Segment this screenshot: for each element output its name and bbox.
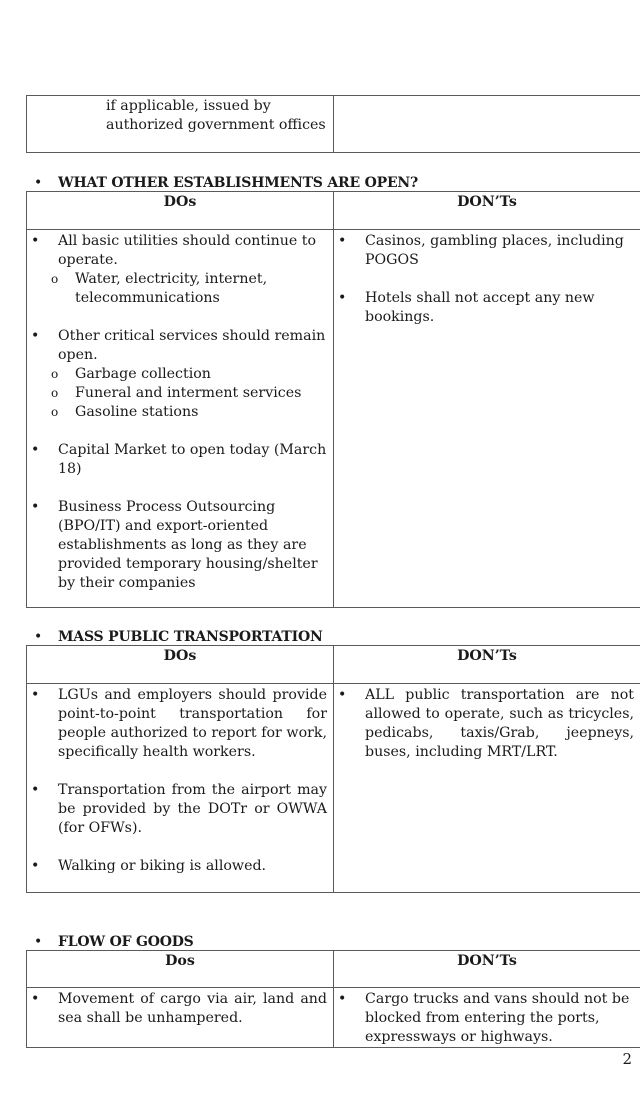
bullet-icon: • xyxy=(338,233,347,249)
section-title-text: MASS PUBLIC TRANSPORTATION xyxy=(58,629,323,645)
list-item xyxy=(27,990,327,1028)
bullet-icon: • xyxy=(338,687,347,703)
dos-cell xyxy=(27,684,334,893)
list-item-text: Business Process Outsourcing (BPO/IT) and export-oriented establishments as long as they are provided temporary housing/shelter by their companies xyxy=(58,499,318,591)
sub-bullet-icon: o xyxy=(51,405,59,419)
list-item-text: Movement of cargo via air, land and sea shall be unhampered. xyxy=(58,991,327,1026)
donts-header: DON’Ts xyxy=(334,192,640,230)
list-item-text: ALL public transportation are not allowed to operate, such as tricycles, pedicabs, taxis/Grab, jeepneys, buses, including MRT/LRT. xyxy=(365,687,634,760)
list-item xyxy=(27,781,327,838)
dos-header: DOs xyxy=(27,192,334,230)
sub-list-item xyxy=(27,403,333,422)
bullet-icon: • xyxy=(31,991,40,1007)
donts-header: DON’Ts xyxy=(334,646,640,684)
dos-header: Dos xyxy=(27,951,334,988)
section-title-transportation xyxy=(34,628,323,646)
continued-line: authorized government offices xyxy=(106,117,326,133)
continued-table xyxy=(26,95,640,153)
list-item xyxy=(334,232,640,270)
list-item xyxy=(27,327,333,422)
list-item-text: All basic utilities should continue to operate. xyxy=(58,233,317,268)
sub-list-item-text: Garbage collection xyxy=(75,366,211,382)
list-item-text: Transportation from the airport may be provided by the DOTr or OWWA (for OFWs). xyxy=(58,782,327,836)
flow-of-goods-table xyxy=(26,950,640,1048)
dos-cell xyxy=(27,988,334,1048)
donts-cell xyxy=(334,230,640,608)
list-item-text: Capital Market to open today (March 18) xyxy=(58,442,327,477)
dos-cell xyxy=(27,230,334,608)
list-item xyxy=(27,441,333,479)
continued-line: if applicable, issued by xyxy=(106,98,271,114)
bullet-icon: • xyxy=(338,991,347,1007)
sub-bullet-icon: o xyxy=(51,367,59,381)
dos-header: DOs xyxy=(27,646,334,684)
donts-header: DON’Ts xyxy=(334,951,640,988)
list-item xyxy=(334,990,640,1047)
section-title-establishments xyxy=(34,174,418,192)
sub-list-item xyxy=(27,365,333,384)
bullet-icon: • xyxy=(31,328,40,344)
sub-list-item xyxy=(27,384,333,403)
bullet-icon: • xyxy=(338,290,347,306)
section-bullet: • xyxy=(34,934,43,950)
bullet-icon: • xyxy=(31,442,40,458)
list-item-text: Hotels shall not accept any new bookings. xyxy=(365,290,595,325)
sub-bullet-icon: o xyxy=(51,386,59,400)
list-item xyxy=(27,232,333,308)
sub-list-item-text: Gasoline stations xyxy=(75,404,199,420)
list-item-text: LGUs and employers should provide point-to-point transportation for people authorized to report for work, specifically health workers. xyxy=(58,687,327,760)
list-item xyxy=(27,857,327,876)
bullet-icon: • xyxy=(31,233,40,249)
list-item-text: Walking or biking is allowed. xyxy=(58,858,267,874)
bullet-icon: • xyxy=(31,499,40,515)
continued-right-cell xyxy=(334,96,640,153)
donts-cell xyxy=(334,684,640,893)
list-item-text: Other critical services should remain open. xyxy=(58,328,326,363)
section-bullet: • xyxy=(34,629,43,645)
list-item-text: Casinos, gambling places, including POGOS xyxy=(365,233,624,268)
page-number: 2 xyxy=(622,1050,632,1068)
sub-bullet-icon: o xyxy=(51,272,59,286)
section-title-text: WHAT OTHER ESTABLISHMENTS ARE OPEN? xyxy=(58,175,419,191)
list-item-text: Cargo trucks and vans should not be blocked from entering the ports, expressways or highways. xyxy=(365,991,630,1045)
list-item xyxy=(27,686,327,762)
section-title-flow-of-goods xyxy=(34,933,194,951)
list-item xyxy=(334,686,634,762)
bullet-icon: • xyxy=(31,858,40,874)
bullet-icon: • xyxy=(31,687,40,703)
list-item xyxy=(334,289,640,327)
sub-list-item-text: Funeral and interment services xyxy=(75,385,302,401)
sub-list-item xyxy=(27,270,333,308)
section-bullet: • xyxy=(34,175,43,191)
sub-list-item-text: Water, electricity, internet, telecommunications xyxy=(75,271,268,306)
bullet-icon: • xyxy=(31,782,40,798)
section-title-text: FLOW OF GOODS xyxy=(58,934,194,950)
continued-left-cell xyxy=(27,96,334,153)
donts-cell xyxy=(334,988,640,1048)
list-item xyxy=(27,498,333,593)
establishments-table xyxy=(26,191,640,608)
transportation-table xyxy=(26,645,640,893)
